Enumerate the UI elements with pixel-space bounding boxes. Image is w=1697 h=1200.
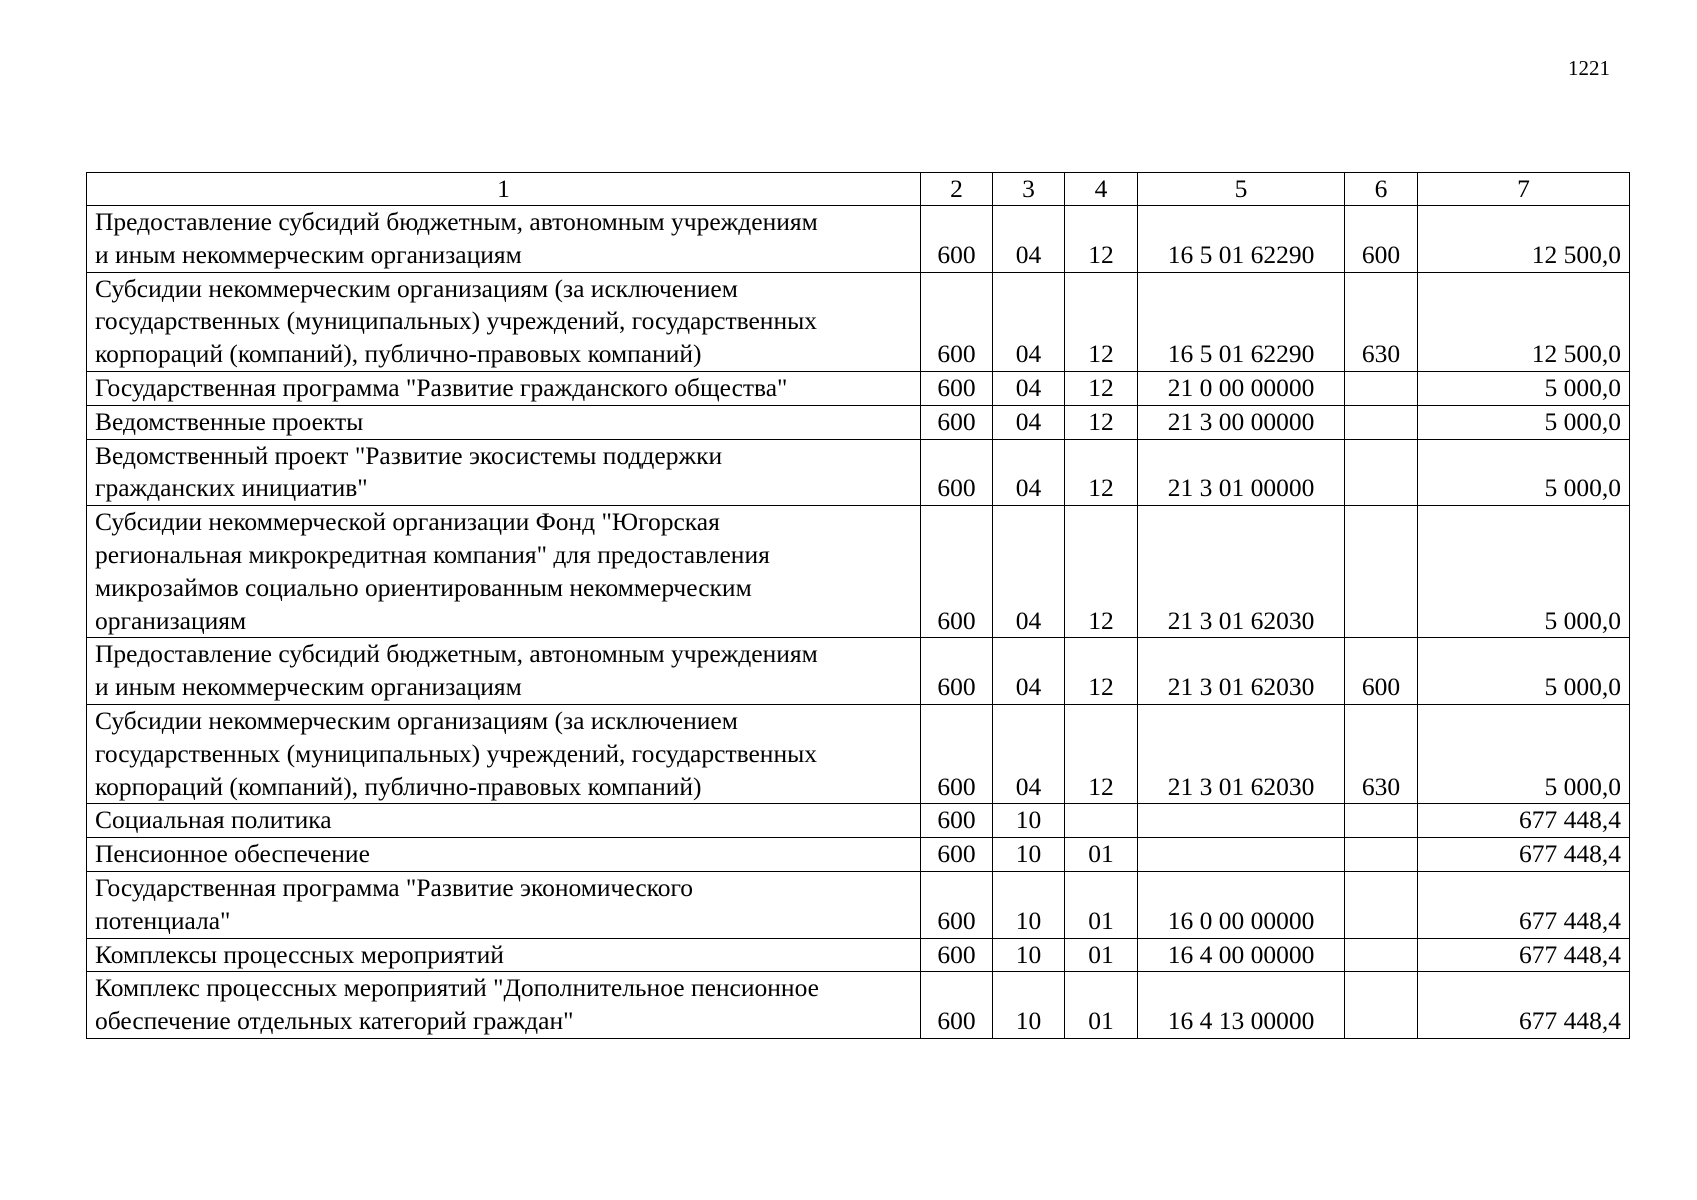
cell-name-line: и иным некоммерческим организациям <box>95 239 522 269</box>
cell-section: 04 <box>993 405 1065 439</box>
cell-name-line: Предоставление субсидий бюджетным, автономным учреждениям <box>95 207 818 236</box>
table-row <box>87 439 1630 506</box>
cell-name <box>87 804 921 838</box>
cell-ved: 600 <box>921 938 993 972</box>
cell-expense-type: 630 <box>1345 272 1418 371</box>
cell-name <box>87 506 921 638</box>
cell-subsection: 12 <box>1065 371 1138 405</box>
cell-ved: 600 <box>921 871 993 938</box>
table-row <box>87 972 1630 1039</box>
cell-ved: 600 <box>921 272 993 371</box>
cell-subsection: 01 <box>1065 871 1138 938</box>
cell-name-line: Государственная программа "Развитие экономического <box>95 872 694 902</box>
cell-subsection <box>1065 804 1138 838</box>
cell-section: 10 <box>993 972 1065 1039</box>
cell-ved: 600 <box>921 704 993 803</box>
cell-target-article: 21 3 01 62030 <box>1138 638 1345 705</box>
cell-name <box>87 972 921 1039</box>
cell-name-line: Социальная политика <box>95 805 332 835</box>
cell-name-line: региональная микрокредитная компания" для предоставления <box>95 539 770 569</box>
cell-name-line: Комплекс процессных мероприятий "Дополнительное пенсионное <box>95 973 819 1003</box>
cell-amount: 5 000,0 <box>1418 638 1630 705</box>
cell-section: 10 <box>993 871 1065 938</box>
cell-target-article <box>1138 838 1345 872</box>
cell-target-article: 16 5 01 62290 <box>1138 272 1345 371</box>
cell-name <box>87 938 921 972</box>
cell-amount: 5 000,0 <box>1418 405 1630 439</box>
cell-ved: 600 <box>921 439 993 506</box>
column-header: 5 <box>1138 173 1345 206</box>
cell-amount: 5 000,0 <box>1418 371 1630 405</box>
table-row <box>87 804 1630 838</box>
cell-name-line: Субсидии некоммерческим организациям (за исключением <box>95 705 738 735</box>
cell-section: 04 <box>993 704 1065 803</box>
cell-target-article: 21 3 01 00000 <box>1138 439 1345 506</box>
cell-amount: 5 000,0 <box>1418 439 1630 506</box>
column-header: 4 <box>1065 173 1138 206</box>
cell-target-article: 21 3 01 62030 <box>1138 704 1345 803</box>
budget-table <box>86 172 1630 1039</box>
cell-ved: 600 <box>921 506 993 638</box>
cell-amount: 677 448,4 <box>1418 871 1630 938</box>
cell-section: 04 <box>993 439 1065 506</box>
cell-name-line: Государственная программа "Развитие гражданского общества" <box>95 372 788 402</box>
table-row <box>87 272 1630 371</box>
column-header: 2 <box>921 173 993 206</box>
table-row <box>87 371 1630 405</box>
column-header: 6 <box>1345 173 1418 206</box>
column-header: 3 <box>993 173 1065 206</box>
cell-expense-type <box>1345 804 1418 838</box>
cell-amount: 5 000,0 <box>1418 704 1630 803</box>
table-header-row <box>87 173 1630 206</box>
cell-subsection: 01 <box>1065 972 1138 1039</box>
cell-name <box>87 272 921 371</box>
table-row <box>87 704 1630 803</box>
cell-section: 10 <box>993 938 1065 972</box>
cell-name-line: и иным некоммерческим организациям <box>95 672 522 702</box>
cell-ved: 600 <box>921 638 993 705</box>
cell-subsection: 12 <box>1065 206 1138 273</box>
cell-expense-type <box>1345 439 1418 506</box>
cell-name <box>87 638 921 705</box>
cell-amount: 677 448,4 <box>1418 972 1630 1039</box>
cell-amount: 677 448,4 <box>1418 938 1630 972</box>
cell-name-line: Субсидии некоммерческой организации Фонд "Югорская <box>95 507 720 537</box>
table-row <box>87 871 1630 938</box>
cell-name-line: микрозаймов социально ориентированным некоммерческим <box>95 572 752 602</box>
cell-name <box>87 405 921 439</box>
cell-name-line: Ведомственные проекты <box>95 406 364 436</box>
cell-ved: 600 <box>921 838 993 872</box>
cell-name-line: организациям <box>95 605 247 635</box>
cell-name-line: государственных (муниципальных) учреждений, государственных <box>95 738 817 768</box>
cell-expense-type <box>1345 871 1418 938</box>
table-body <box>87 173 1630 1039</box>
cell-name-line: корпораций (компаний), публично-правовых компаний) <box>95 771 702 801</box>
table-row <box>87 405 1630 439</box>
cell-section: 04 <box>993 506 1065 638</box>
cell-expense-type <box>1345 838 1418 872</box>
cell-ved: 600 <box>921 371 993 405</box>
cell-name <box>87 371 921 405</box>
cell-target-article: 16 4 13 00000 <box>1138 972 1345 1039</box>
cell-target-article: 21 0 00 00000 <box>1138 371 1345 405</box>
cell-ved: 600 <box>921 972 993 1039</box>
cell-target-article <box>1138 804 1345 838</box>
cell-subsection: 12 <box>1065 439 1138 506</box>
cell-name <box>87 206 921 273</box>
cell-target-article: 16 0 00 00000 <box>1138 871 1345 938</box>
cell-section: 04 <box>993 272 1065 371</box>
cell-expense-type <box>1345 405 1418 439</box>
cell-amount: 5 000,0 <box>1418 506 1630 638</box>
cell-subsection: 12 <box>1065 704 1138 803</box>
cell-name-line: потенциала" <box>95 905 231 935</box>
cell-subsection: 12 <box>1065 506 1138 638</box>
cell-subsection: 01 <box>1065 938 1138 972</box>
cell-subsection: 12 <box>1065 272 1138 371</box>
column-header: 1 <box>87 173 921 206</box>
cell-expense-type <box>1345 938 1418 972</box>
table-row <box>87 506 1630 638</box>
cell-target-article: 21 3 01 62030 <box>1138 506 1345 638</box>
cell-name-line: Ведомственный проект "Развитие экосистемы поддержки <box>95 440 723 470</box>
cell-target-article: 16 4 00 00000 <box>1138 938 1345 972</box>
table-row <box>87 838 1630 872</box>
cell-name-line: Пенсионное обеспечение <box>95 839 370 869</box>
cell-section: 04 <box>993 371 1065 405</box>
cell-amount: 677 448,4 <box>1418 838 1630 872</box>
table-row <box>87 938 1630 972</box>
cell-name-line: Комплексы процессных мероприятий <box>95 939 504 969</box>
cell-expense-type: 600 <box>1345 206 1418 273</box>
cell-expense-type <box>1345 972 1418 1039</box>
table-row <box>87 638 1630 705</box>
cell-section: 10 <box>993 804 1065 838</box>
cell-name <box>87 871 921 938</box>
cell-name <box>87 439 921 506</box>
cell-ved: 600 <box>921 405 993 439</box>
cell-subsection: 01 <box>1065 838 1138 872</box>
cell-amount: 677 448,4 <box>1418 804 1630 838</box>
cell-name <box>87 838 921 872</box>
cell-amount: 12 500,0 <box>1418 272 1630 371</box>
cell-expense-type <box>1345 506 1418 638</box>
cell-target-article: 21 3 00 00000 <box>1138 405 1345 439</box>
cell-name-line: обеспечение отдельных категорий граждан" <box>95 1006 574 1036</box>
cell-expense-type: 600 <box>1345 638 1418 705</box>
cell-expense-type: 630 <box>1345 704 1418 803</box>
cell-name-line: Предоставление субсидий бюджетным, автономным учреждениям <box>95 639 818 669</box>
page-number: 1221 <box>1568 56 1610 80</box>
cell-subsection: 12 <box>1065 638 1138 705</box>
cell-target-article: 16 5 01 62290 <box>1138 206 1345 273</box>
cell-ved: 600 <box>921 206 993 273</box>
cell-section: 04 <box>993 638 1065 705</box>
cell-name-line: гражданских инициатив" <box>95 473 368 503</box>
table-row <box>87 206 1630 273</box>
cell-name-line: государственных (муниципальных) учреждений, государственных <box>95 306 817 336</box>
cell-name-line: корпораций (компаний), публично-правовых компаний) <box>95 339 702 369</box>
cell-section: 10 <box>993 838 1065 872</box>
cell-name <box>87 704 921 803</box>
cell-expense-type <box>1345 371 1418 405</box>
column-header: 7 <box>1418 173 1630 206</box>
cell-subsection: 12 <box>1065 405 1138 439</box>
cell-ved: 600 <box>921 804 993 838</box>
cell-section: 04 <box>993 206 1065 273</box>
cell-name-line: Субсидии некоммерческим организациям (за исключением <box>95 273 738 303</box>
cell-amount: 12 500,0 <box>1418 206 1630 273</box>
